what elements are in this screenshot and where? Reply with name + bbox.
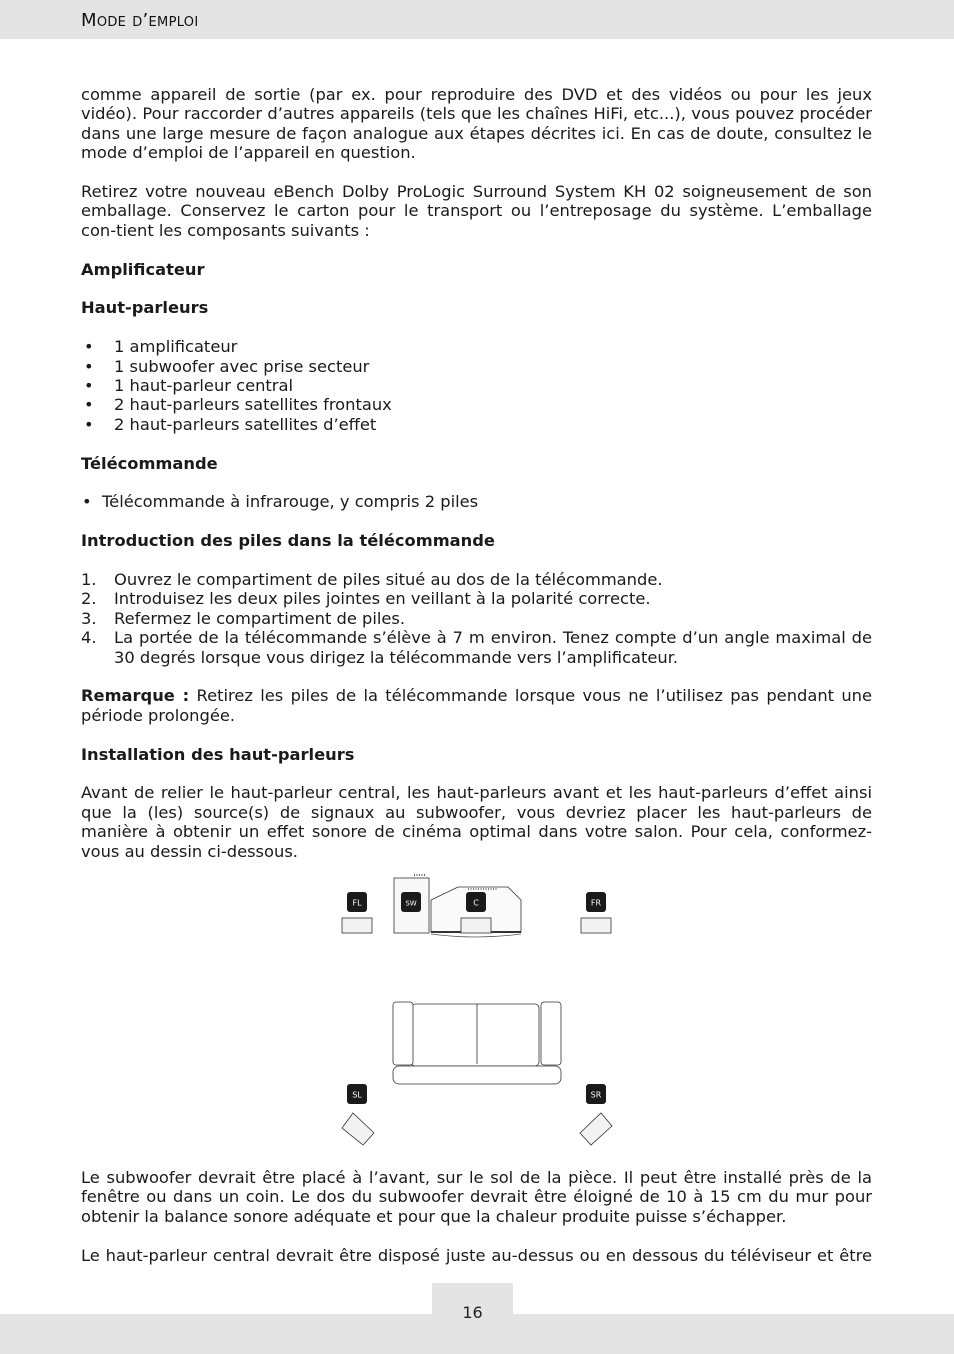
list-item: • Télécommande à infrarouge, y compris 2 piles — [82, 492, 479, 512]
list-item: • 2 haut-parleurs satellites d’effet — [84, 414, 377, 434]
list-item: • 1 haut-parleur central — [84, 376, 294, 396]
list-item: 2. Introduisez les deux piles jointes en veillant à la polarité correcte. — [81, 589, 651, 609]
remote-list — [81, 492, 872, 511]
center-speaker — [461, 918, 491, 933]
bottom-content — [81, 1168, 872, 1284]
subwoofer-paragraph: Le subwoofer devrait être placé à l’avant, sur le sol de la pièce. Il peut être installé près de la fenêtre ou dans un coin. Le dos du subwoofer devrait être éloigné de 10 à 15 cm du mur pour obtenir la balance sonore adéquate et pour que la chaleur produite puisse s’échapper. — [81, 1168, 872, 1226]
bullet-icon: • — [84, 376, 94, 396]
front-left-speaker — [342, 918, 372, 933]
battery-steps — [81, 570, 872, 667]
fl-label: FL — [352, 898, 362, 908]
front-right-speaker — [581, 918, 611, 933]
heading-speakers: Haut-parleurs — [81, 298, 209, 318]
surround-left-speaker — [342, 1113, 374, 1145]
note-paragraph — [81, 686, 872, 725]
heading-installation: Installation des haut-parleurs — [81, 744, 355, 764]
page-number: 16 — [462, 1303, 483, 1322]
c-label: C — [473, 898, 479, 908]
sr-label: SR — [590, 1090, 602, 1100]
center-paragraph: Le haut-parleur central devrait être disposé juste au-dessus ou en dessous du téléviseur et être — [81, 1245, 872, 1265]
heading-remote: Télécommande — [81, 453, 218, 473]
intro-paragraph: comme appareil de sortie (par ex. pour reproduire des DVD et des vidéos ou pour les jeux vidéo). Pour raccorder d’autres appareils (tels que les chaînes HiFi, etc...), vous pouvez procéder dans une large mesure de façon analogue aux étapes décrites ici. En cas de doute, consultez le mode d’emploi de l’appareil en question. — [81, 85, 872, 163]
list-item: 4. La portée de la télécommande s’élève à 7 m environ. Tenez compte d’un angle maximal de 30 degrés lorsque vous dirigez la télécommande vers l’amplificateur. — [81, 628, 872, 667]
bullet-icon: • — [84, 337, 94, 357]
unpack-paragraph: Retirez votre nouveau eBench Dolby ProLogic Surround System KH 02 soigneusement de son emballage. Conservez le carton pour le transport ou l’entreposage du système. L’emballage con-tient les composants suivants : — [81, 182, 872, 240]
heading-amplifier: Amplificateur — [81, 259, 205, 279]
note-text: Retirez les piles de la télécommande lorsque vous ne l’utilisez pas pendant une période prolongée. — [81, 686, 873, 725]
list-item: • 1 amplificateur — [84, 337, 238, 357]
list-item: 1. Ouvrez le compartiment de piles situé au dos de la télécommande. — [81, 570, 663, 590]
fr-label: FR — [590, 898, 602, 908]
bullet-icon: • — [84, 414, 94, 434]
heading-batteries: Introduction des piles dans la télécommande — [81, 531, 495, 551]
list-item: • 1 subwoofer avec prise secteur — [84, 356, 370, 376]
surround-right-speaker — [580, 1113, 612, 1145]
bullet-icon: • — [82, 492, 92, 512]
main-content — [81, 85, 872, 880]
speaker-list — [81, 337, 872, 434]
sl-label: SL — [352, 1090, 362, 1100]
list-item: • 2 haut-parleurs satellites frontaux — [84, 395, 392, 415]
installation-paragraph: Avant de relier le haut-parleur central, les haut-parleurs avant et les haut-parleurs d’effet ainsi que la (les) source(s) de signaux au subwoofer, vous devriez placer les haut-parleurs de manière à obtenir un effet sonore de cinéma optimal dans votre salon. Pour cela, conformez-vous au dessin ci-dessous. — [81, 783, 872, 861]
sw-label: SW — [405, 899, 417, 908]
sofa — [393, 1002, 561, 1084]
bullet-icon: • — [84, 395, 94, 415]
bullet-icon: • — [84, 356, 94, 376]
page-header-title: Mode d’emploi — [81, 10, 199, 31]
note-label: Remarque : — [81, 686, 190, 706]
speaker-placement-diagram — [320, 868, 640, 1158]
list-item: 3. Refermez le compartiment de piles. — [81, 608, 406, 628]
